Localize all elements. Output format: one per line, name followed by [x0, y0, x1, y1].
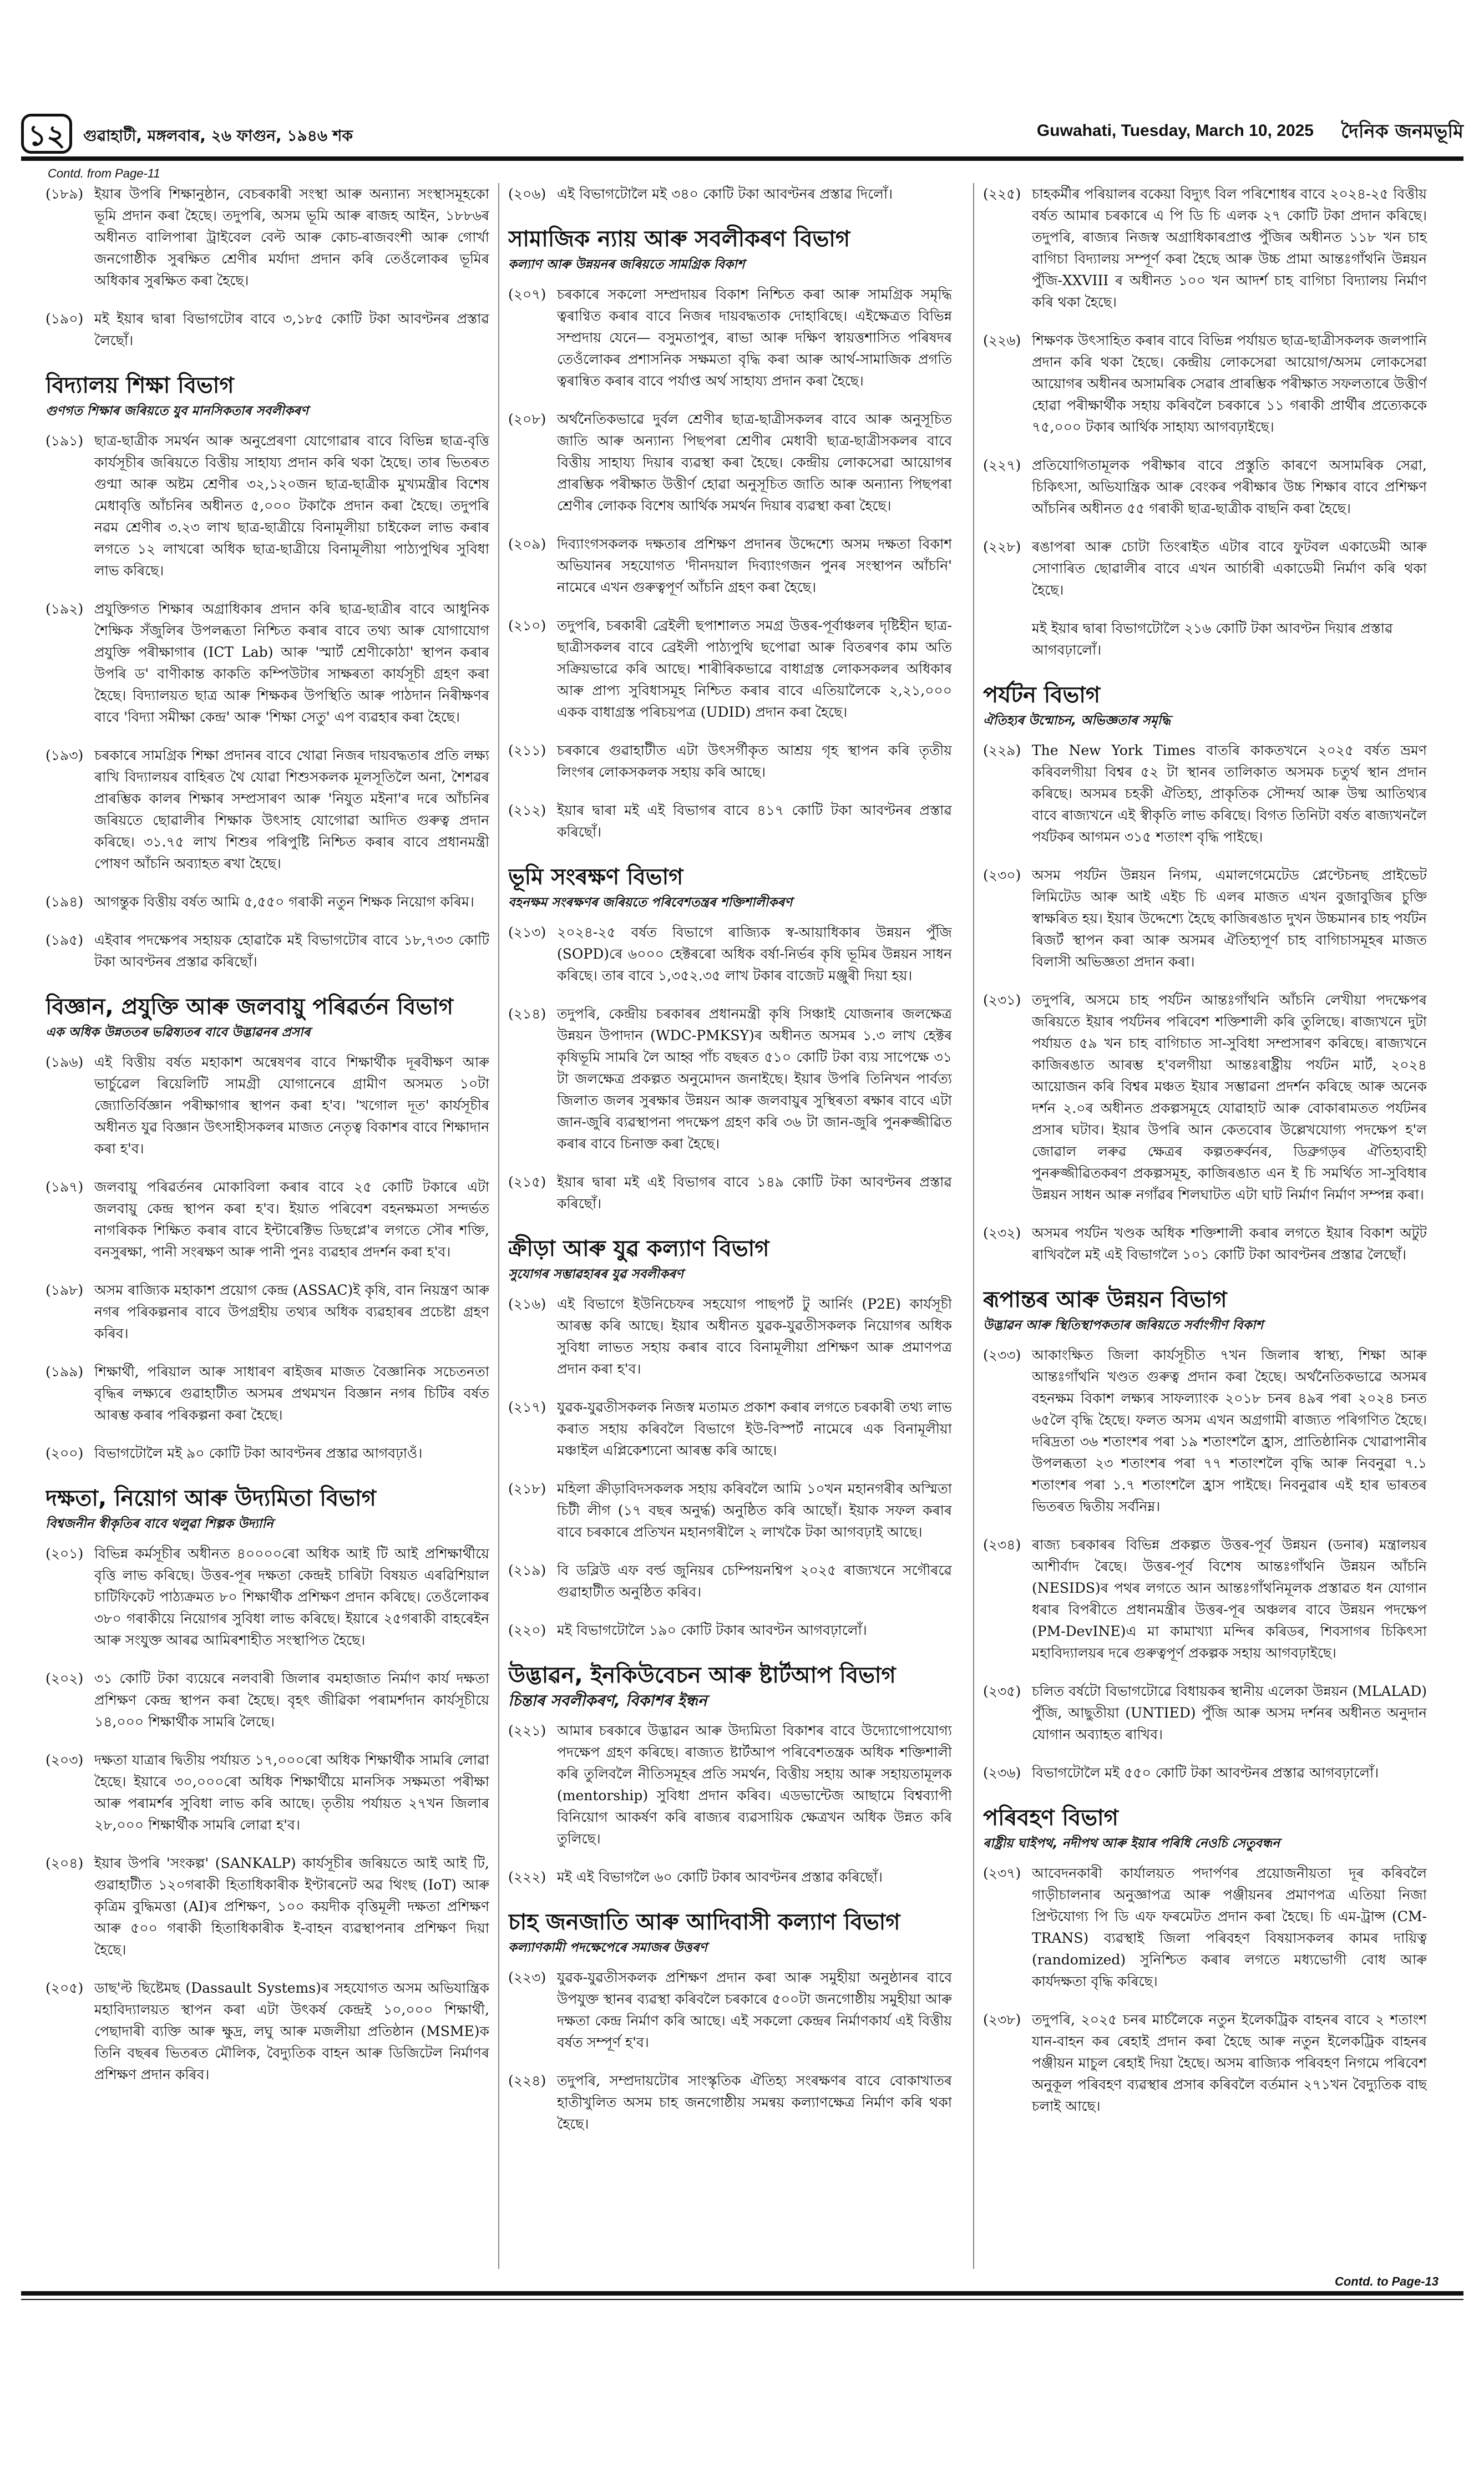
numbered-paragraph: [508, 2070, 952, 2135]
paragraph-text: আগন্তুক বিত্তীয় বৰ্ষত আমি ৫,৫৫০ গৰাকী নতুন শিক্ষক নিয়োগ কৰিম।: [94, 894, 474, 910]
paragraph-text: চাহকৰ্মীৰ পৰিয়ালৰ বকেয়া বিদ্যুৎ বিল পৰিশোধৰ বাবে ২০২৪-২৫ বিত্তীয় বৰ্ষত আমাৰ চৰকাৰে এ পি ডি চি এলক ২৭ কোটি টকা প্ৰদান কৰিছে। তদুপৰি, ৰাজ্যৰ নিজস্ব অগ্ৰাধিকাৰপ্ৰাপ্ত পুঁজিৰ অধীনত ১১৮ খন চাহ বাগিচা বিদ্যালয় সম্পূৰ্ণ কৰা হৈছে আৰু উচ্চ প্ৰামা আন্তঃগাঁথনি উন্নয়ন পুঁজি-XXVIII ৰ অধীনত ১০০ খন আদৰ্শ চাহ বাগিচা বিদ্যালয় নিৰ্মাণ কৰি থকা হৈছে।: [1032, 186, 1427, 310]
paragraph-number: (২৩১): [983, 992, 1021, 1008]
section-subtitle: ঐতিহ্যৰ উন্মোচন, অভিজ্ঞতাৰ সমৃদ্ধি: [983, 713, 1171, 728]
assamese-date: গুৱাহাটী, মঙ্গলবাৰ, ২৬ ফাগুন, ১৯৪৬ শক: [83, 126, 353, 145]
section-title: সামাজিক ন্যায় আৰু সবলীকৰণ বিভাগ: [508, 226, 850, 252]
section-header: [508, 1234, 952, 1283]
paragraph-text: শিক্ষণক উৎসাহিত কৰাৰ বাবে বিভিন্ন পৰ্যায়ত ছাত্ৰ-ছাত্ৰীসকলক জলপানি প্ৰদান কৰি থকা হৈছে। কেন্দ্ৰীয় লোকসেৱা আয়োগ/অসম লোকসেৱা আয়োগৰ অধীনৰ অসামৰিক সেৱাৰ প্ৰাৰম্ভিক পৰীক্ষাত সফলতাৰে উত্তীৰ্ণ হোৱা পৰীক্ষাৰ্থীক সহায় কৰিবলৈ চৰকাৰে ১১ গৰাকী প্ৰাৰ্থীৰ প্ৰত্যেককে ৭৫,০০০ টকাৰ আৰ্থিক সাহায্য আগবঢ়াইছে।: [1032, 332, 1427, 435]
paragraph-number: (২২০): [508, 1622, 546, 1638]
numbered-paragraph: [45, 308, 489, 351]
paragraph-number: (২২৭): [983, 457, 1021, 473]
paragraph-text: যুৱক-যুৱতীসকলক নিজস্ব মতামত প্ৰকাশ কৰাৰ লগতে চৰকাৰী তথ্য লাভ কৰাত সহায় কৰিবলৈ বিভাগে ইউ-বিস্পৰ্ট নামেৰে এক বিনামূলীয়া মঞ্চাইল এপ্লিকেশ্যনো আৰম্ভ কৰি আছে।: [557, 1399, 952, 1458]
section-subtitle: এক অধিক উন্নততৰ ভৱিষ্যতৰ বাবে উদ্ভাৱনৰ প্ৰসাৰ: [45, 1025, 311, 1040]
paragraph-text: চৰকাৰে সকলো সম্প্ৰদায়ৰ বিকাশ নিশ্চিত কৰা আৰু সামগ্ৰিক সমৃদ্ধি ত্বৰাণ্বিত কৰাৰ বাবে নিজৰ দায়বদ্ধতাক দোহাৰিছে। এইক্ষেত্ৰত বিভিন্ন সম্প্ৰদায় যেনে— বসুমতাপুৰ, ৰাভা আৰু দক্ষিণ স্বায়ত্তশাসিত পৰিষদৰ তেওঁলোকৰ প্ৰশাসনিক সক্ষমতা বৃদ্ধি কৰা আৰু আৰ্থ-সামাজিক প্ৰগতি ত্বৰান্বিত কৰাৰ বাবে পৰ্যাপ্ত অৰ্থ সাহায্য প্ৰদান কৰা হৈছে।: [557, 286, 952, 389]
paragraph-text: তদুপৰি, কেন্দ্ৰীয় চৰকাৰৰ প্ৰধানমন্ত্ৰী কৃষি সিঞ্চাই যোজনাৰ জলক্ষেত্ৰ উন্নয়ন উপাদান (WDC-PMKSY)ৰ অধীনত অসমৰ ১.৩ লাখ হেক্টৰ কৃষিভূমি সামৰি লৈ আহ্ব পাঁচ বছৰত ৫১০ কোটি টকা ব্যয় সাপেক্ষে ৩১ টা জলক্ষেত্ৰ প্ৰকল্পত অনুমোদন জনাইছে। ইয়াৰ উপৰি তিনিখন পাৰ্বত্য জিলাত জলৰ সুৰক্ষাৰ উন্নয়ন আৰু জলবায়ুৰ সুস্থিৰতা ৰক্ষাৰ বাবে এটা জান-জুৰি ব্যৱস্থাপনা পদক্ষেপ গ্ৰহণ কৰি ৩৬ টা জান-জুৰি পুনৰুজ্জীৱিত কৰাৰ বাবে চিনাক্ত কৰা হৈছে।: [557, 1006, 952, 1152]
paragraph-number: (২০৬): [508, 186, 546, 202]
paragraph-number: (২০১): [45, 1546, 84, 1562]
newspaper-masthead: দৈনিক জনমভূমি: [1341, 120, 1463, 143]
section-header: [45, 992, 489, 1041]
paragraph-number: (২৩০): [983, 867, 1021, 883]
paragraph-number: (২১৮): [508, 1481, 546, 1497]
numbered-paragraph: [508, 1478, 952, 1543]
numbered-paragraph: [508, 1171, 952, 1214]
section-header: [508, 1908, 952, 1957]
numbered-paragraph: [45, 1279, 489, 1344]
paragraph-number: (২১৩): [508, 924, 546, 940]
section-subtitle: কল্যাণ আৰু উন্নয়নৰ জৰিয়তে সামগ্ৰিক বিকাশ: [508, 257, 745, 272]
paragraph-number: (২০৮): [508, 411, 546, 427]
paragraph-text: চৰকাৰে সামগ্ৰিক শিক্ষা প্ৰদানৰ বাবে খোৱা নিজৰ দায়বদ্ধতাৰ প্ৰতি লক্ষ্য ৰাখি বিদ্যালয়ৰ বাহিৰত থৈ যোৱা শিশুসকলক মূলসূতিলৈ অনা, শৈশৱৰ প্ৰাৰম্ভিক কালৰ শিক্ষাৰ সম্প্ৰসাৰণ আৰু 'নিযুত মইনা'ৰ দৰে আঁচনিৰ জৰিয়তে ছোৱালীৰ শিক্ষাক উৎসাহ যোগোৱা আদিত গুৰুত্ব প্ৰদান কৰিছে। ৩১.৭৫ লাখ শিশুৰ পৰিপুষ্টি নিশ্চিত কৰাৰ বাবে প্ৰধানমন্ত্ৰী পোষণ আঁচনি অব্যাহত ৰখা হৈছে।: [94, 747, 489, 872]
paragraph-text: তদুপৰি, ২০২৫ চনৰ মাৰ্চলৈকে নতুন ইলেকট্ৰিক বাহনৰ বাবে ২ শতাংশ যান-বাহন কৰ ৰেহাই প্ৰদান কৰা হৈছে আৰু নতুন ইলেকট্ৰিক বাহনৰ পঞ্জীয়ন মাচুল ৰেহাই দিয়া হৈছে। অসম ৰাজ্যিক পৰিবহণ নিগমে পৰিবেশ অনুকূল পৰিবহণ ব্যৱস্থাৰ প্ৰসাৰ কৰিবলৈ বৰ্তমান ২৭১খন বৈদ্যুতিক বাছ চলাই আছে।: [1032, 2012, 1427, 2114]
paragraph-text: বিভাগটোলৈ মই ৯০ কোটি টকা আবণ্টনৰ প্ৰস্তাৱ আগবঢ়াওঁ।: [94, 1445, 423, 1461]
paragraph-number: (২২২): [508, 1869, 546, 1885]
paragraph-number: (১৯৩): [45, 747, 84, 763]
numbered-paragraph: [45, 1442, 489, 1464]
paragraph-number: (২২৩): [508, 1969, 546, 1985]
numbered-paragraph: [45, 744, 489, 874]
paragraph-text: প্ৰতিযোগিতামূলক পৰীক্ষাৰ বাবে প্ৰস্তুতি কাৰণে অসামৰিক সেৱা, চিকিৎসা, অভিযান্ত্ৰিক আৰু বেংকৰ পৰীক্ষাৰ উচ্চ শিক্ষাৰ বাবে প্ৰশিক্ষণ আঁচনিৰ অধীনত ৫৫ গৰাকী ছাত্ৰ-ছাত্ৰীক বাছনি কৰা হৈছে।: [1032, 457, 1427, 516]
numbered-paragraph: [983, 989, 1427, 1205]
paragraph-number: (২০৯): [508, 536, 546, 552]
paragraph-text: এইবাৰ পদক্ষেপৰ সহায়ক হোৱাকৈ মই বিভাগটোৰ বাবে ১৮,৭৩৩ কোটি টকা আবণ্টনৰ প্ৰস্তাৱ কৰিছোঁ।: [94, 932, 489, 970]
paragraph-number: (২০২): [45, 1670, 84, 1686]
paragraph-number: (২২১): [508, 1723, 546, 1739]
numbered-paragraph: [983, 330, 1427, 438]
numbered-paragraph: [508, 1967, 952, 2053]
section-header: [45, 371, 489, 420]
paragraph-text: অসমৰ পৰ্যটন খণ্ডক অধিক শক্তিশালী কৰাৰ লগতে ইয়াৰ বিকাশ অটুট ৰাখিবলৈ মই এই বিভাগলৈ ১০১ কোটি টকা আবণ্টনৰ প্ৰস্তাৱ লৈছোঁ।: [1032, 1225, 1427, 1263]
numbered-paragraph: [45, 1543, 489, 1651]
section-subtitle: কল্যাণকামী পদক্ষেপেৰে সমাজৰ উত্তৰণ: [508, 1941, 707, 1955]
paragraph-text: মই বিভাগটোলৈ ১৯০ কোটি টকাৰ আবণ্টন আগবঢ়ালোঁ।: [557, 1622, 867, 1638]
paragraph-number: (১৯২): [45, 601, 84, 617]
paragraph-text: ৰাজ্য চৰকাৰৰ বিভিন্ন প্ৰকল্পত উত্তৰ-পূৰ্ব উন্নয়ন (ডনাৰ) মন্ত্ৰালয়ৰ আশীৰ্বাদ ৰৈছে। উত্তৰ-পূৰ্ব বিশেষ আন্তঃগাঁথনি উন্নয়ন আঁচনি (NESIDS)ৰ পথৰ লগতে আন আন্তঃগাঁথনিমূলক প্ৰস্তাৱত ধন যোগান ধৰাৰ বিপৰীতে প্ৰধানমন্ত্ৰীৰ উত্তৰ-পূৰ অঞ্চলৰ বাবে উন্নয়ন পদক্ষেপ (PM-DevINE)এ মা কামাখ্যা মন্দিৰ কৰিডৰ, শিবসাগৰ চিকিৎসা মহাবিদ্যালয়ৰ দৰে গুৰুত্বপূৰ্ণ প্ৰকল্পক সহায় আগবঢ়াইছে।: [1032, 1537, 1427, 1661]
section-subtitle: গুণগত শিক্ষাৰ জৰিয়তে যুব মানসিকতাৰ সবলীকৰণ: [45, 404, 308, 418]
paragraph-text: ৰঙাপৰা আৰু চোটা তিংৰাইত এটাৰ বাবে ফুটবল একাডেমী আৰু সোণাৰিত ছোৱালীৰ বাবে এখন আৰ্চাৰী একাডেমী নিৰ্মাণ কৰি থকা হৈছে।: [1032, 539, 1427, 598]
paragraph-text: অসম পৰ্যটন উন্নয়ন নিগম, এমালগেমেটেড প্লেণ্টেচনছ প্ৰাইভেট লিমিটেড আৰু আই এইচ চি এলৰ মাজত এখন বুজাবুজিৰ চুক্তি স্বাক্ষৰিত হয়। ইয়াৰ উদ্দেশ্যে হৈছে কাজিৰঙাত দুখন উচ্চমানৰ চাহ পৰ্যটন ৰিজৰ্ট স্থাপন কৰা আৰু অসমৰ ঐতিহ্যপূৰ্ণ চাহ বাগিচাসমূহৰ মাজত বিলাসী অভিজ্ঞতা প্ৰদান কৰা।: [1032, 867, 1427, 970]
numbered-paragraph: [508, 408, 952, 516]
section-subtitle: ৰাষ্ট্ৰীয় ঘাইপথ, নদীপথ আৰু ইয়াৰ পৰিধি নেওচি সেতুবন্ধন: [983, 1836, 1280, 1851]
section-header: [983, 1285, 1427, 1334]
section-header: [508, 863, 952, 911]
paragraph-number: (১৮৯): [45, 186, 84, 202]
paragraph-text: ৩১ কোটি টকা ব্যয়েৰে নলবাৰী জিলাৰ বমহাজাত নিৰ্মাণ কাৰ্য দক্ষতা প্ৰশিক্ষণ কেন্দ্ৰ স্থাপন কৰা হৈছে। বৃহৎ জীৱিকা পৰামৰ্শদান কাৰ্যসূচীয়ে ১৪,০০০ শিক্ষাৰ্থীক সামৰি লৈছে।: [94, 1670, 489, 1730]
paragraph-text: এই বিত্তীয় বৰ্ষত মহাকাশ অন্বেষণৰ বাবে শিক্ষাৰ্থীক দূৰবীক্ষণ আৰু ভাৰ্চুৱেল ৰিয়েলিটি সামগ্ৰী যোগানেৰে গ্ৰামীণ অসমত ১০টা জ্যোতিৰ্বিজ্ঞান পৰীক্ষাগাৰ স্থাপন কৰা হ'ব। 'খগোল দূত' কাৰ্যসূচীৰ অধীনত যুৱ বিজ্ঞান উৎসাহীসকলৰ মাজত নেতৃত্ব বিকাশৰ বাবে শিক্ষাদান কৰা হ'ব।: [94, 1054, 489, 1157]
numbered-paragraph: [508, 799, 952, 843]
numbered-paragraph: [508, 739, 952, 783]
numbered-paragraph: [508, 533, 952, 598]
numbered-paragraph: [45, 1361, 489, 1426]
paragraph-number: (২০৩): [45, 1752, 84, 1768]
allocation-note: মই ইয়াৰ দ্বাৰা বিভাগটোলৈ ২১৬ কোটি টকা আবণ্টন দিয়াৰ প্ৰস্তাৱ আগবঢ়ালোঁ।: [1032, 620, 1393, 658]
paragraph-number: (২৩৬): [983, 1765, 1021, 1781]
paragraph-number: (১৯৬): [45, 1054, 84, 1070]
paragraph-text: আকাংক্ষিত জিলা কাৰ্যসূচীত ৭খন জিলাৰ স্বাস্থ্য, শিক্ষা আৰু আন্তঃগাঁথনি খণ্ডত গুৰুত্ব প্ৰদান কৰা হৈছে। অৰ্থনৈতিকভাৱে অসমৰ বহনক্ষম বিকাশ লক্ষ্যৰ সাফল্যাংক ২০১৮ চনৰ ৪৯ৰ পৰা ২০২৪ চনত ৬৫লৈ বৃদ্ধি হৈছে। ফলত অসম এখন অগ্ৰগামী ৰাজ্যত পৰিগণিত হৈছে। দৰিদ্ৰতা ৩৬ শতাংশৰ পৰা ১৯ শতাংশলৈ হ্ৰাস, প্ৰাতিষ্ঠানিক খোৱাপানীৰ উপলব্ধতা ২৩ শতাংশৰ পৰা ৭৭ শতাংশলৈ বৃদ্ধি আৰু নিবনুৱা ৭.১ শতাংশৰ পৰা ১.৭ শতাংশলৈ হ্ৰাস পাইছে। নিবনুৱাৰ এই হাৰ ভাৰতৰ ভিতৰত দ্বিতীয় সৰ্বনিম্ন।: [1032, 1347, 1427, 1514]
paragraph-number: (২২৮): [983, 539, 1021, 555]
numbered-paragraph: [983, 1762, 1427, 1784]
numbered-paragraph: [508, 1720, 952, 1850]
numbered-paragraph: [508, 1559, 952, 1603]
paragraph-text: শিক্ষাৰ্থী, পৰিয়াল আৰু সাধাৰণ ৰাইজৰ মাজত বৈজ্ঞানিক সচেতনতা বৃদ্ধিৰ লক্ষ্যৰে গুৱাহাটীত অসমৰ প্ৰথমখন বিজ্ঞান নগৰ চিটিৰ বৰ্ষত আৰম্ভ কৰাৰ পৰিকল্পনা কৰা হৈছে।: [94, 1364, 489, 1423]
paragraph-number: (২১০): [508, 617, 546, 634]
numbered-paragraph: [983, 1344, 1427, 1517]
paragraph-text: তদুপৰি, সম্প্ৰদায়টোৰ সাংস্কৃতিক ঐতিহ্য সংৰক্ষণৰ বাবে বোকাখাতৰ হাতীখুলিত অসম চাহ জনগোষ্ঠীয় সমন্বয় কল্যাণক্ষেত্ৰ নিৰ্মাণ কৰি থকা হৈছে।: [557, 2073, 952, 2132]
paragraph-number: (২১২): [508, 802, 546, 818]
paragraph-text: ২০২৪-২৫ বৰ্ষত বিভাগে ৰাজ্যিক স্ব-আয়াধিকাৰ উন্নয়ন পুঁজি (SOPD)ৰে ৬০০০ হেক্টৰৰো অধিক বৰ্ষা-নিৰ্ভৰ কৃষি ভূমিৰ উন্নয়ন সাধন কৰিছে। তাৰ বাবে ১,৩৫২.৩৫ লাখ টকাৰ বাজেট মঞ্জুৰী দিয়া হয়।: [557, 924, 952, 984]
numbered-paragraph: [45, 1668, 489, 1733]
numbered-paragraph: [983, 1862, 1427, 1992]
section-header: [508, 225, 952, 273]
numbered-paragraph: [508, 283, 952, 392]
paragraph-number: (১৯০): [45, 311, 84, 327]
paragraph-number: (২০৪): [45, 1855, 84, 1871]
section-header: [45, 1484, 489, 1533]
paragraph-text: চলিত বৰ্ষটো বিভাগটোৱে বিধায়কৰ স্থানীয় এলেকা উন্নয়ন (MLALAD) পুঁজি, আছুতীয়া (UNTIED) পুঁজি আৰু অসম দৰ্শনৰ অধীনত অনুদান যোগান অব্যাহত ৰাখিব।: [1032, 1683, 1427, 1742]
section-header: [508, 1661, 952, 1710]
column-2: [508, 183, 952, 2269]
column-divider: [973, 183, 974, 2269]
section-title: চাহ জনজাতি আৰু আদিবাসী কল্যাণ বিভাগ: [508, 1909, 900, 1935]
numbered-paragraph: [45, 929, 489, 972]
paragraph-number: (২১৭): [508, 1399, 546, 1415]
numbered-paragraph: [983, 536, 1427, 601]
paragraph-text: প্ৰযুক্তিগত শিক্ষাৰ অগ্ৰাধিকাৰ প্ৰদান কৰি ছাত্ৰ-ছাত্ৰীৰ বাবে আধুনিক শৈক্ষিক সঁজুলিৰ উপলব্ধতা নিশ্চিত কৰাৰ বাবে তথ্য আৰু যোগাযোগ প্ৰযুক্তি পৰীক্ষাগাৰ (ICT Lab) আৰু 'স্মাৰ্ট শ্ৰেণীকোঠা' স্থাপন কৰাৰ উপৰি ড' বাণীকান্ত কাকতি কম্পিউটাৰ সাক্ষৰতা কাৰ্যসূচী গ্ৰহণ কৰা হৈছে। বিদ্যালয়ত ছাত্ৰ আৰু শিক্ষকৰ উপস্থিতি আৰু পাঠদান নিৰীক্ষণৰ বাবে 'বিদ্যা সমীক্ষা কেন্দ্ৰ' আৰু 'শিক্ষা সেতু' এপ ব্যৱহাৰ কৰা হৈছে।: [94, 601, 489, 725]
section-subtitle: বহনক্ষম সংৰক্ষণৰ জৰিয়তে পৰিবেশতন্ত্ৰৰ শক্তিশালীকৰণ: [508, 895, 793, 910]
numbered-paragraph: [983, 739, 1427, 848]
paragraph-number: (১৯৪): [45, 894, 84, 910]
continued-to-label: Contd. to Page-13: [1334, 2274, 1439, 2288]
paragraph-text: ইয়াৰ দ্বাৰা মই এই বিভাগৰ বাবে ৪১৭ কোটি টকা আবণ্টনৰ প্ৰস্তাৱ কৰিছোঁ।: [557, 802, 952, 840]
page-header: [21, 114, 1463, 158]
paragraph-text: যুৱক-যুৱতীসকলক প্ৰশিক্ষণ প্ৰদান কৰা আৰু সমুহীয়া অনুষ্ঠানৰ বাবে উপযুক্ত স্থানৰ ব্যৱস্থা কৰিবলৈ চৰকাৰে ৫০০টা জনগোষ্ঠীয় সমুহীয়া আৰু দক্ষতা কেন্দ্ৰ নিৰ্মাণ কৰি আছে। এই সকলো কেন্দ্ৰৰ নিৰ্মাণকাৰ্য এই বিত্তীয় বৰ্ষত সম্পূৰ্ণ হ'ব।: [557, 1969, 952, 2050]
paragraph-number: (২০৫): [45, 1980, 84, 1996]
numbered-paragraph: [508, 1293, 952, 1380]
numbered-paragraph: [508, 1866, 952, 1888]
paragraph-text: এই বিভাগে ইউনিচেফৰ সহযোগ পাছপৰ্ট টু আৰ্নিং (P2E) কাৰ্যসূচী আৰম্ভ কৰি আছে। ইয়াৰ অধীনত যুৱক-যুৱতীসকলক নিয়োগৰ অধিক সুবিধা লাভত সহায় কৰাৰ বাবে বিনামূলীয়া প্ৰশিক্ষণ আৰু প্ৰমাণপত্ৰ প্ৰদান কৰা হ'ব।: [557, 1296, 952, 1377]
numbered-paragraph: [508, 615, 952, 723]
section-title: উদ্ভাৱন, ইনকিউবেচন আৰু ষ্টাৰ্টআপ বিভাগ: [508, 1663, 896, 1688]
paragraph-number: (২৩৩): [983, 1347, 1021, 1363]
header-rule: [21, 156, 1463, 161]
footer-rule-thin: [21, 2299, 1463, 2300]
paragraph-number: (২১৪): [508, 1006, 546, 1022]
column-divider: [498, 183, 499, 2269]
numbered-paragraph: [983, 183, 1427, 313]
numbered-paragraph: [45, 1176, 489, 1263]
numbered-paragraph: [983, 864, 1427, 972]
paragraph-number: (২২৬): [983, 332, 1021, 348]
numbered-paragraph: [983, 1222, 1427, 1265]
numbered-paragraph: [45, 430, 489, 581]
numbered-paragraph: [508, 1003, 952, 1154]
paragraph-number: (২২৯): [983, 742, 1021, 758]
section-title: বিজ্ঞান, প্ৰযুক্তি আৰু জলবায়ু পৰিৱৰ্তন বিভাগ: [45, 994, 454, 1020]
english-date: Guwahati, Tuesday, March 10, 2025: [1036, 121, 1314, 140]
numbered-paragraph: [45, 1852, 489, 1961]
section-title: ভূমি সংৰক্ষণ বিভাগ: [508, 864, 683, 890]
paragraph-text: অসম ৰাজ্যিক মহাকাশ প্ৰয়োগ কেন্দ্ৰ (ASSAC)ই কৃষি, বান নিয়ন্ত্ৰণ আৰু নগৰ পৰিকল্পনাৰ বাবে উপগ্ৰহীয় তথ্যৰ অধিক ব্যৱহাৰৰ প্ৰচেষ্টা গ্ৰহণ কৰিব।: [94, 1282, 489, 1341]
numbered-paragraph: [45, 1051, 489, 1159]
paragraph-number: (২৩২): [983, 1225, 1021, 1241]
paragraph-text: দিব্যাংগসকলক দক্ষতাৰ প্ৰশিক্ষণ প্ৰদানৰ উদ্দেশ্যে অসম দক্ষতা বিকাশ অভিযানৰ সহযোগত 'দীনদয়াল দিব্যাংগজন পুনৰ সংস্থাপন আঁচনি' নামেৰে এখন গুৰুত্বপূৰ্ণ আঁচনি গ্ৰহণ কৰা হৈছে।: [557, 536, 952, 595]
paragraph-number: (২০০): [45, 1445, 84, 1461]
paragraph-text: ডাছ'ল্ট ছিষ্টেমছ (Dassault Systems)ৰ সহযোগত অসম অভিযান্ত্ৰিক মহাবিদ্যালয়ত স্থাপন কৰা এটা উৎকৰ্ষ কেন্দ্ৰই ১০,০০০ শিক্ষাৰ্থী, পেছাদাৰী ব্যক্তি আৰু ক্ষুদ্ৰ, লঘু আৰু মজলীয়া প্ৰতিষ্ঠান (MSME)ক তিনি বছৰৰ ভিতৰত মৌলিক, বৈদ্যুতিক বাহন আৰু ডিজিটেল নিৰ্মাণৰ প্ৰশিক্ষণ প্ৰদান কৰিব।: [94, 1980, 489, 2083]
paragraph-number: (১৯৭): [45, 1179, 84, 1195]
section-subtitle: সুযোগৰ সম্ভাৱহাৰৰ যুৱ সবলীকৰণ: [508, 1267, 683, 1281]
paragraph-number: (২১৬): [508, 1296, 546, 1312]
numbered-paragraph: [45, 1749, 489, 1836]
numbered-paragraph: [983, 2009, 1427, 2117]
paragraph-number: (২১৯): [508, 1562, 546, 1578]
footer-rule: [21, 2291, 1463, 2296]
paragraph-text: ছাত্ৰ-ছাত্ৰীক সমৰ্থন আৰু অনুপ্ৰেৰণা যোগোৱাৰ বাবে বিভিন্ন ছাত্ৰ-বৃত্তি কাৰ্যসূচীৰ জৰিয়তে বিত্তীয় সাহায্য প্ৰদান কৰি থকা হৈছে। তাৰ ভিতৰত গুণ্মা আৰু অষ্টম শ্ৰেণীৰ ৩২,১২০জন ছাত্ৰ-ছাত্ৰীক মুখ্যমন্ত্ৰীৰ বিশেষ মেধাবৃত্তি আঁচনিৰ অধীনত ৫,০০০ টকাকৈ প্ৰদান কৰা হৈছে। তদুপৰি নৱম শ্ৰেণীৰ ৩.২৩ লাখ ছাত্ৰ-ছাত্ৰীয়ে বিনামূলীয়া চাইকেল লাভ কৰাৰ লগতে ১২ লাখৰো অধিক ছাত্ৰ-ছাত্ৰীয়ে বিনামূলীয়া পাঠ্যপুথিৰ সুবিধা লাভ কৰিছে।: [94, 433, 489, 579]
numbered-paragraph: [45, 891, 489, 913]
paragraph-text: The New York Times বাতৰি কাকতখনে ২০২৫ বৰ্ষত ভ্ৰমণ কৰিবলগীয়া বিশ্বৰ ৫২ টা স্থানৰ তালিকাত অসমক চতুৰ্থ স্থান প্ৰদান কৰিছে। অসমৰ চহকী ঐতিহ্য, প্ৰাকৃতিক সৌন্দৰ্য আৰু উষ্ম আতিথ্যৰ বাবে ৰাজ্যখনে এই স্বীকৃতি লাভ কৰিছে। বিগত তিনিটা বৰ্ষত ৰাজ্যখনলৈ পৰ্যটকৰ আগমন ৩১৫ শতাংশ বৃদ্ধি পাইছে।: [1032, 742, 1427, 845]
numbered-paragraph: [508, 921, 952, 986]
paragraph-number: (২৩৭): [983, 1865, 1021, 1881]
paragraph-text: অৰ্থনৈতিকভাৱে দুৰ্বল শ্ৰেণীৰ ছাত্ৰ-ছাত্ৰীসকলৰ বাবে আৰু অনুসূচিত জাতি আৰু অন্যান্য পিছপৰা শ্ৰেণীৰ মেধাবী ছাত্ৰ-ছাত্ৰীসকলৰ বাবে বিত্তীয় সাহায্য দিয়াৰ ব্যৱস্থা কৰা হৈছে। কেন্দ্ৰীয় লোকসেৱা আয়োগৰ প্ৰাৰম্ভিক পৰীক্ষাত উত্তীৰ্ণ হোৱা অনুসূচিত জাতি আৰু অন্যান্য পিছপৰা শ্ৰেণীৰ লোকক বিশেষ আৰ্থিক সমৰ্থন দিয়াৰ ব্যৱস্থা কৰা হৈছে।: [557, 411, 952, 514]
paragraph-text: এই বিভাগটোলৈ মই ৩৪০ কোটি টকা আবণ্টনৰ প্ৰস্তাৱ দিলোঁ।: [557, 186, 893, 202]
paragraph-text: ইয়াৰ উপৰি 'সংকল্প' (SANKALP) কাৰ্যসূচীৰ জৰিয়তে আই আই টি, গুৱাহাটীত ১২০গৰাকী হিতাধিকাৰীক ইণ্টাৰনেট অৱ থিংছ (IoT) আৰু কৃত্ৰিম বুদ্ধিমত্তা (AI)ৰ প্ৰশিক্ষণ, ১০০ কয়দীক বৃত্তিমূলী দক্ষতা প্ৰশিক্ষণ আৰু ৫০০ গৰাকী হিতাধিকাৰীক ই-বাহন ব্যৱস্থাপনাৰ প্ৰশিক্ষণ দিয়া হৈছে।: [94, 1855, 489, 1958]
paragraph-number: (২১১): [508, 742, 546, 758]
paragraph-number: (১৯১): [45, 433, 84, 449]
numbered-paragraph: [45, 598, 489, 728]
page-number: ১২: [21, 114, 72, 154]
paragraph-text: বিভিন্ন কৰ্মসূচীৰ অধীনত ৪০০০০ৰো অধিক আই টি আই প্ৰশিক্ষাৰ্থীয়ে বৃত্তি লাভ কৰিছে। উত্তৰ-পূৰ দক্ষতা কেন্দ্ৰই চাৰিটা বিষয়ত এৰৱিশিয়াল চাটিফিকেট পাঠ্যক্ৰমত ৮০ শিক্ষাৰ্থীক প্ৰশিক্ষণ প্ৰদান কৰিছে। তেওঁলোকৰ ৩৮০ গৰাকীয়ে নিয়োগৰ সুবিধা লাভ কৰিছে। ইয়াৰে ২৫গৰাকী বাহৰেইন আৰু সংযুক্ত আৰৱ আমিৰশাহীত সংস্থাপিত হৈছে।: [94, 1546, 489, 1648]
paragraph-number: (২১৫): [508, 1174, 546, 1190]
column-3: [983, 183, 1427, 2269]
section-header: [983, 681, 1427, 730]
paragraph-text: আবেদনকাৰী কাৰ্যালয়ত পদাৰ্পণৰ প্ৰয়োজনীয়তা দূৰ কৰিবলৈ গাড়ীচালনাৰ অনুজ্ঞাপত্ৰ আৰু পঞ্জীয়নৰ প্ৰমাণপত্ৰ এতিয়া নিজা প্ৰিণ্টযোগ্য পি ডি এফ ফৰমেটত প্ৰদান কৰা হৈছে। চি এম-ট্ৰান্স (CM-TRANS) ব্যৱস্থাই জিলা পৰিবহণ বিষয়াসকলৰ কামৰ দায়িত্ব (randomized) সুনিশ্চিত কৰাৰ লগতে মধ্যভোগী বোধ আৰু কাৰ্যদক্ষতা বৃদ্ধি কৰিছে।: [1032, 1865, 1427, 1989]
section-subtitle: বিশ্বজনীন স্বীকৃতিৰ বাবে থলুৱা শিল্পক উদ্যানি: [45, 1517, 273, 1531]
numbered-paragraph: [45, 183, 489, 291]
section-title: পৰিবহণ বিভাগ: [983, 1805, 1118, 1831]
paragraph-number: (১৯৫): [45, 932, 84, 948]
paragraph-number: (২৩৪): [983, 1537, 1021, 1553]
section-title: পৰ্যটন বিভাগ: [983, 682, 1101, 708]
numbered-paragraph: [983, 1534, 1427, 1664]
numbered-paragraph: [508, 1619, 952, 1641]
section-title: ৰূপান্তৰ আৰু উন্নয়ন বিভাগ: [983, 1287, 1227, 1313]
numbered-paragraph: [983, 1680, 1427, 1745]
paragraph-text: আমাৰ চৰকাৰে উদ্ভাৱন আৰু উদ্যমিতা বিকাশৰ বাবে উদ্যোগোপযোগ্য পদক্ষেপ গ্ৰহণ কৰিছে। ৰাজ্যত ষ্টাৰ্টআপ পৰিবেশতন্ত্ৰক অধিক শক্তিশালী কৰি তুলিবলৈ নীতিসমূহৰ প্ৰতি সমৰ্থন, বিত্তীয় সহায় আৰু সহায়তামূলক (mentorship) সুবিধা প্ৰদান কৰিব। এডভান্টেজ আছামে বিশ্বব্যাপী বিনিয়োগ আকৰ্ষণ কৰি ৰাজ্যৰ ব্যৱসায়িক ক্ষেত্ৰখন অধিক উন্নত কৰি তুলিছে।: [557, 1723, 952, 1847]
section-title: ক্ৰীড়া আৰু যুৱ কল্যাণ বিভাগ: [508, 1236, 769, 1262]
paragraph-number: (১৯৯): [45, 1364, 84, 1380]
continued-from-label: Contd. from Page-11: [48, 166, 160, 180]
section-subtitle: উদ্ভাৱন আৰু স্থিতিস্থাপকতাৰ জৰিয়তে সৰ্বাংগীণ বিকাশ: [983, 1318, 1264, 1333]
paragraph-number: (২৩৫): [983, 1683, 1021, 1699]
paragraph-text: বি ডব্লিউ এফ বৰ্ল্ড জুনিয়ৰ চেম্পিয়নশ্বিপ ২০২৫ ৰাজ্যখনে সগৌৰৱে গুৱাহাটীত অনুষ্ঠিত কৰিব।: [557, 1562, 952, 1600]
section-subtitle: চিন্তাৰ সবলীকৰণ, বিকাশৰ ইন্ধন: [508, 1691, 707, 1710]
paragraph-text: তদুপৰি, চৰকাৰী ব্ৰেইলী ছপাশালত সমগ্ৰ উত্তৰ-পূৰ্বাঞ্চলৰ দৃষ্টিহীন ছাত্ৰ-ছাত্ৰীসকলৰ বাবে ব্ৰেইলী পাঠ্যপুথি ছপোৱা আৰু বিতৰণৰ কাম অতি সক্ৰিয়ভাৱে কৰি আছে। শাৰীৰিকভাৱে বাধাগ্ৰস্ত লোকসকলৰ অধিকাৰ আৰু প্ৰাপ্য সুবিধাসমূহ নিশ্চিত কৰাৰ বাবে এতিয়ালৈকে ২,২১,০০০ একক বাধাগ্ৰস্ত পৰিচয়পত্ৰ (UDID) প্ৰদান কৰা হৈছে।: [557, 617, 952, 720]
paragraph-text: বিভাগটোলৈ মই ৫৫০ কোটি টকা আবণ্টনৰ প্ৰস্তাৱ আগবঢ়ালোঁ।: [1032, 1765, 1379, 1781]
paragraph-number: (১৯৮): [45, 1282, 84, 1298]
paragraph-text: মহিলা ক্ৰীড়াবিদসকলক সহায় কৰিবলৈ আমি ১০খন মহানগৰীৰ অস্মিতা চিটী লীগ (১৭ বছৰ অনুৰ্দ্ধ) অনুষ্ঠিত কৰি আছোঁ। ইয়াক সফল কৰাৰ বাবে চৰকাৰে প্ৰতিখন মহানগৰীলৈ ২ লাখকৈ টকা আগবঢ়াই আছে।: [557, 1481, 952, 1540]
numbered-paragraph: [508, 1396, 952, 1461]
paragraph-number: (২০৭): [508, 286, 546, 302]
paragraph-text: মই ইয়াৰ দ্বাৰা বিভাগটোৰ বাবে ৩,১৮৫ কোটি টকা আবণ্টনৰ প্ৰস্তাৱ লৈছোঁ।: [94, 311, 489, 348]
paragraph-number: (২৩৮): [983, 2012, 1021, 2028]
numbered-paragraph: [508, 183, 952, 205]
paragraph-text: জলবায়ু পৰিৱৰ্তনৰ মোকাবিলা কৰাৰ বাবে ২৫ কোটি টকাৰে এটা জলবায়ু কেন্দ্ৰ স্থাপন কৰা হ'ব। ইয়াত পৰিবেশ বহনক্ষমতা সন্দৰ্ভত নাগৰিকক শিক্ষিত কৰাৰ বাবে ইন্টাৰেক্টিভ ডিছপ্লে'ৰ লগতে সৌৰ শক্তি, বনসুৰক্ষা, পানী সংৰক্ষণ আৰু পানী পুনঃ ব্যৱহাৰ প্ৰদৰ্শন কৰা হ'ব।: [94, 1179, 489, 1260]
column-1: [45, 183, 489, 2269]
paragraph-text: তদুপৰি, অসমে চাহ পৰ্যটন আন্তঃগাঁথনি আঁচনি লেখীয়া পদক্ষেপৰ জৰিয়তে ইয়াৰ পৰ্যটনৰ পৰিবেশ শক্তিশালী কৰি তুলিছে। ৰাজ্যখনে দুটা পৰ্যায়ত ৫৯ খন চাহ বাগিচাত সা-সুবিধা সম্প্ৰসাৰণ কৰিছে। ৰাজ্যখনে কাজিৰঙাত আৰম্ভ হ'বলগীয়া আন্তঃৰাষ্ট্ৰীয় পৰ্যটন মাৰ্ট, ২০২৪ আয়োজন কৰি বিশ্বৰ মঞ্চত ইয়াৰ সম্ভাৱনা প্ৰদৰ্শন কৰিছে আৰু অনেক দৰ্শন ২.০ৰ অধীনত প্ৰকল্পসমূহে যোৱাহাট আৰু বোকাৰামতত পৰ্যটনৰ প্ৰসাৰ ঘটাব। ইয়াৰ উপৰি আন কেতবোৰ উল্লেখযোগ্য পদক্ষেপ হ'ল জোৱাল লৰুৱ ক্ষেত্ৰৰ কল্পতৰুৰ্বনৰ, ডিব্ৰুগড়ৰ ঐতিহ্যবাহী পুনৰুজ্জীৱিতকৰণ প্ৰকল্পসমূহ, কাজিৰঙাত এন ই চি সমৰ্থিত সা-সুবিধাৰ উন্নয়ন সাধন আৰু নগাঁৱৰ শিলঘাটত এটা ঘাট নিৰ্মাণ নিৰ্মাণ সম্পন্ন কৰা।: [1032, 992, 1427, 1203]
paragraph-text: দক্ষতা যাত্ৰাৰ দ্বিতীয় পৰ্যায়ত ১৭,০০০ৰো অধিক শিক্ষাৰ্থীক সামৰি লোৱা হৈছে। ইয়াৰে ৩০,০০০ৰো অধিক শিক্ষাৰ্থীয়ে মানসিক সক্ষমতা পৰীক্ষা আৰু পৰামৰ্শৰ সুবিধা লাভ কৰি আছে। তৃতীয় পৰ্যায়ত ২৭খন জিলাৰ ২৮,০০০ শিক্ষাৰ্থীক সামৰি লোৱা হ'ব।: [94, 1752, 489, 1833]
paragraph-text: ইয়াৰ দ্বাৰা মই এই বিভাগৰ বাবে ১৪৯ কোটি টকা আবণ্টনৰ প্ৰস্তাৱ কৰিছোঁ।: [557, 1174, 952, 1212]
section-header: [983, 1804, 1427, 1852]
paragraph-number: (২২৫): [983, 186, 1021, 202]
section-title: দক্ষতা, নিয়োগ আৰু উদ্যমিতা বিভাগ: [45, 1486, 376, 1511]
numbered-paragraph: [983, 454, 1427, 519]
section-title: বিদ্যালয় শিক্ষা বিভাগ: [45, 373, 234, 398]
paragraph-number: (২২৪): [508, 2073, 546, 2089]
paragraph-text: চৰকাৰে গুৱাহাটীত এটা উৎসৰ্গীকৃত আশ্ৰয় গৃহ স্থাপন কৰি তৃতীয় লিংগৰ লোকসকলক সহায় কৰি আছে।: [557, 742, 952, 780]
paragraph-text: ইয়াৰ উপৰি শিক্ষানুষ্ঠান, বেচৰকাৰী সংস্থা আৰু অন্যান্য সংস্থাসমূহকো ভূমি প্ৰদান কৰা হৈছে। তদুপৰি, অসম ভূমি আৰু ৰাজহ আইন, ১৮৮৬ৰ অধীনত বালিপাৰা ট্ৰাইবেল বেল্ট আৰু কোচ-ৰাজবংশী আৰু গোৰ্খা জনগোষ্ঠীক সুৰক্ষিত শ্ৰেণীৰ মৰ্যাদা প্ৰদান কৰি তেওঁলোকৰ ভূমিৰ অধিকাৰ সুৰক্ষিত কৰা হৈছে।: [94, 186, 489, 288]
numbered-paragraph: [45, 1977, 489, 2085]
paragraph-text: মই এই বিভাগলৈ ৬০ কোটি টকাৰ আবণ্টনৰ প্ৰস্তাৱ কৰিছোঁ।: [557, 1869, 883, 1885]
